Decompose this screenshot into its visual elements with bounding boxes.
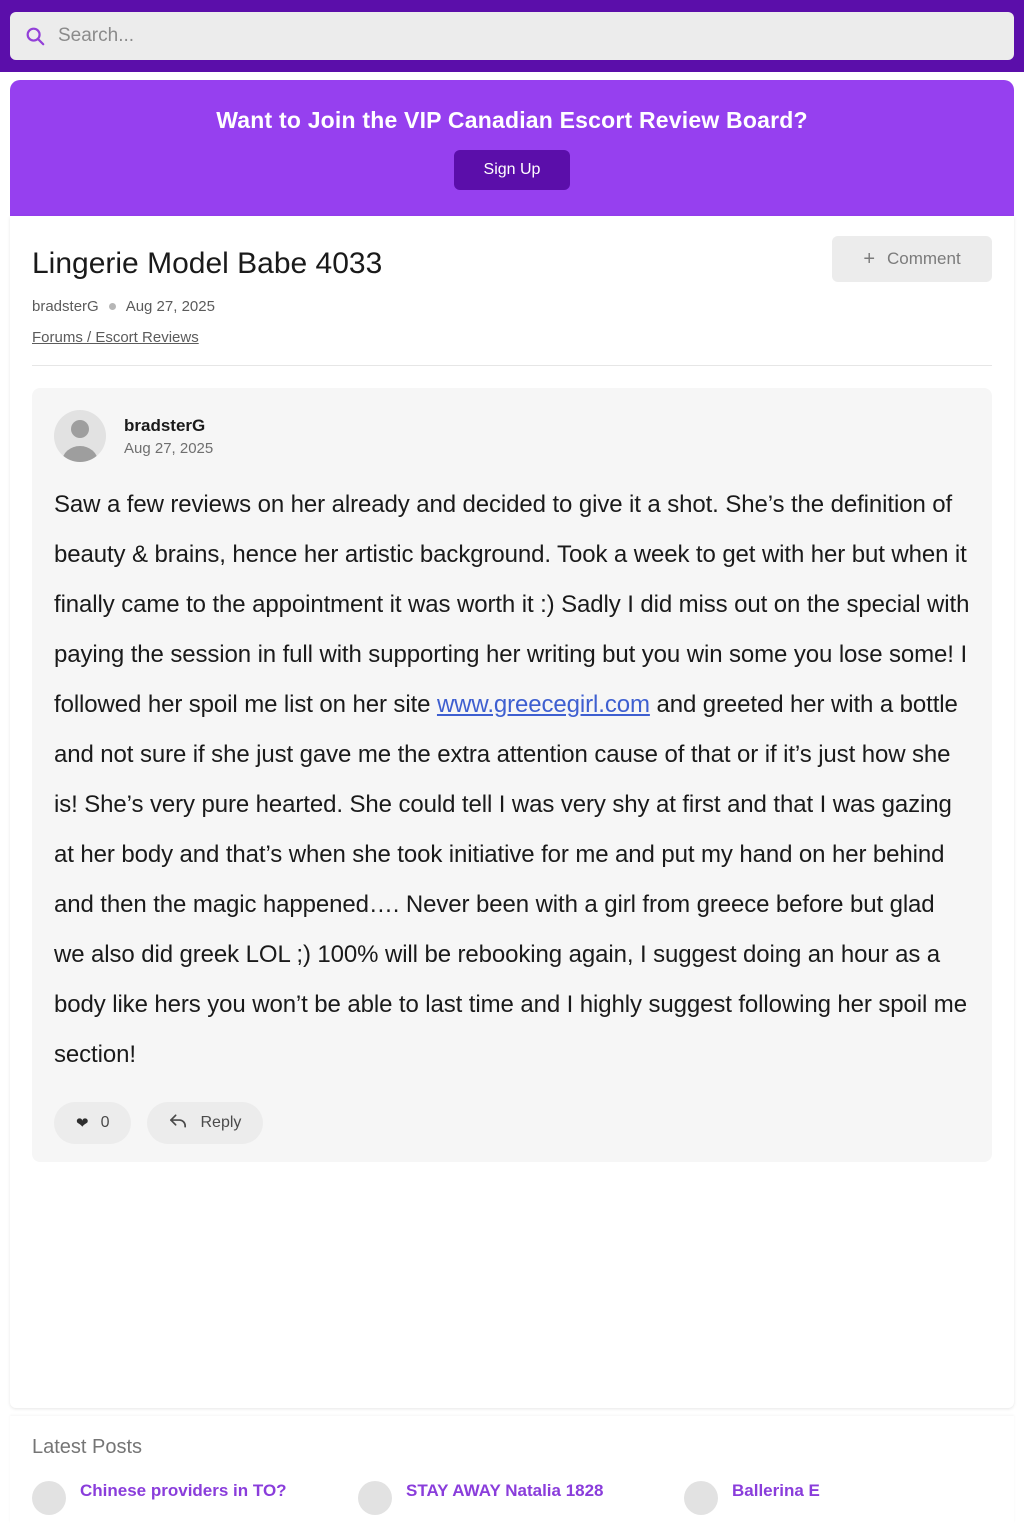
separator-dot-icon [109, 303, 116, 310]
list-item[interactable] [358, 1481, 666, 1515]
post-author: bradsterG [124, 415, 206, 435]
heart-icon: ❤ [76, 1115, 89, 1132]
avatar [358, 1481, 392, 1515]
list-item[interactable] [684, 1481, 992, 1515]
thread-date: Aug 27, 2025 [125, 298, 215, 315]
search-icon [24, 25, 46, 47]
plus-icon: + [863, 248, 875, 270]
post-body-part1: Saw a few reviews on her already and decided to give it a shot. She’s the definition of beauty & brains, hence her artistic background. Took a week to get with her but when it finally came to the appointment it was worth it :) Sadly I did miss out on the special with paying the session in full with supporting her writing but you win some you lose some! I followed her spoil me list on her site [54, 491, 970, 718]
thread-header [32, 216, 992, 366]
vip-signup-banner [10, 80, 1014, 216]
thread-card [10, 216, 1014, 1408]
breadcrumb[interactable]: Forums / Escort Reviews [32, 329, 199, 346]
avatar [32, 1481, 66, 1515]
top-search-bar [0, 0, 1024, 72]
header-divider [32, 365, 992, 366]
external-link[interactable]: www.greecegirl.com [436, 691, 650, 718]
post-body [54, 480, 970, 1080]
post-item [32, 388, 992, 1162]
add-comment-button[interactable] [832, 236, 992, 282]
post-header [54, 410, 970, 462]
search-input[interactable] [10, 12, 1014, 60]
post-actions [54, 1102, 970, 1144]
latest-post-link[interactable]: Chinese providers in TO? [80, 1481, 287, 1500]
reply-arrow-icon [169, 1113, 188, 1134]
thread-meta [32, 298, 992, 315]
search-placeholder: Search... [58, 25, 135, 46]
latest-posts-title: Latest Posts [32, 1436, 143, 1458]
thread-author: bradsterG [32, 298, 99, 315]
latest-post-link[interactable]: STAY AWAY Natalia 1828 [406, 1481, 604, 1500]
sign-up-button[interactable]: Sign Up [454, 150, 571, 190]
add-comment-label: Comment [887, 249, 961, 268]
post-body-part2: and greeted her with a bottle and not sure if she just gave me the extra attention cause of that or if it’s just how she is! She’s very pure hearted. She could tell I was very shy at first and that I was gazing at her body and that’s when she took initiative for me and put my hand on her behind and then the magic happened…. Never been with a girl from greece before but glad we also did greek LOL ;) 100% will be rebooking again, I suggest doing an hour as a body like hers you won’t be able to last time and I highly suggest following her spoil me section! [54, 691, 967, 1068]
page-title: Lingerie Model Babe 4033 [32, 247, 383, 280]
reply-label: Reply [200, 1114, 242, 1131]
list-item[interactable] [32, 1481, 340, 1515]
banner-title: Want to Join the VIP Canadian Escort Review Board? [216, 106, 808, 133]
reply-button[interactable] [147, 1102, 263, 1144]
post-author-block [124, 413, 213, 460]
avatar [684, 1481, 718, 1515]
post-date: Aug 27, 2025 [124, 440, 214, 458]
avatar [54, 410, 106, 462]
latest-posts-row [32, 1481, 992, 1515]
like-button[interactable] [54, 1102, 131, 1144]
latest-post-link[interactable]: Ballerina E [732, 1481, 820, 1500]
latest-posts-section [10, 1416, 1014, 1523]
like-count: 0 [100, 1114, 110, 1131]
